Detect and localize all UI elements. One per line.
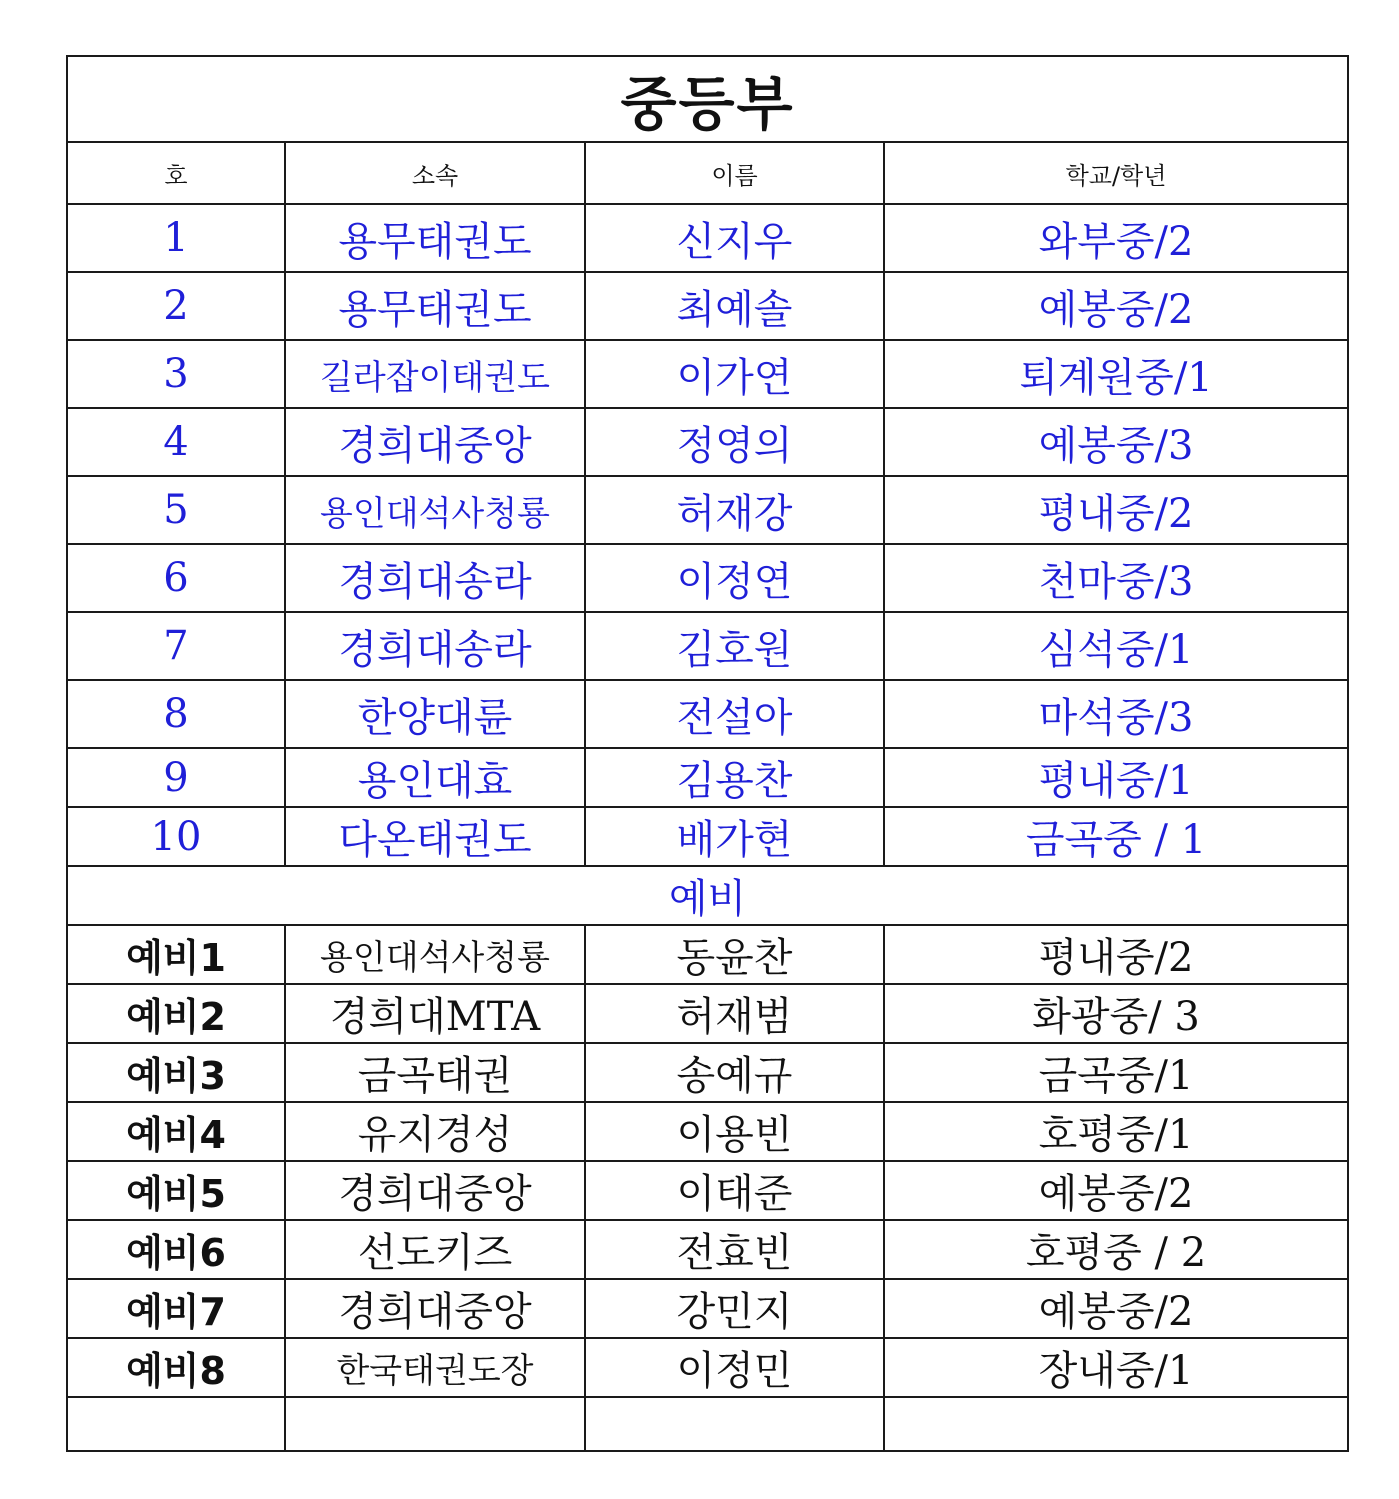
entry-club: 용무태권도 <box>285 204 585 272</box>
entry-row <box>67 408 1348 476</box>
entry-club: 용무태권도 <box>285 272 585 340</box>
entry-school: 천마중/3 <box>884 544 1348 612</box>
reserve-number: 예비5 <box>67 1161 285 1220</box>
reserve-number: 예비6 <box>67 1220 285 1279</box>
reserve-club: 경희대중앙 <box>285 1161 585 1220</box>
entry-club: 경희대송라 <box>285 612 585 680</box>
empty-cell <box>884 1397 1348 1451</box>
entry-row <box>67 807 1348 866</box>
entry-row <box>67 272 1348 340</box>
reserve-club: 선도키즈 <box>285 1220 585 1279</box>
header-school: 학교/학년 <box>884 142 1348 204</box>
reserve-name: 송예규 <box>585 1043 884 1102</box>
reserve-number: 예비2 <box>67 984 285 1043</box>
empty-cell <box>585 1397 884 1451</box>
reserve-number: 예비7 <box>67 1279 285 1338</box>
entry-name: 신지우 <box>585 204 884 272</box>
reserve-school: 화광중/ 3 <box>884 984 1348 1043</box>
reserve-row <box>67 1279 1348 1338</box>
entry-row <box>67 544 1348 612</box>
empty-cell <box>285 1397 585 1451</box>
entry-club: 경희대송라 <box>285 544 585 612</box>
entry-school: 예봉중/2 <box>884 272 1348 340</box>
entry-row <box>67 476 1348 544</box>
reserve-name: 이용빈 <box>585 1102 884 1161</box>
reserve-row <box>67 1102 1348 1161</box>
entry-club: 길라잡이태권도 <box>285 340 585 408</box>
reserve-school: 평내중/2 <box>884 925 1348 984</box>
reserve-name: 이정민 <box>585 1338 884 1397</box>
entry-club: 용인대석사청룡 <box>285 476 585 544</box>
entry-number: 2 <box>67 272 285 340</box>
reserve-name: 강민지 <box>585 1279 884 1338</box>
reserve-school: 호평중 / 2 <box>884 1220 1348 1279</box>
reserve-row <box>67 1161 1348 1220</box>
reserve-section-title: 예비 <box>67 866 1348 925</box>
header-number: 호 <box>67 142 285 204</box>
entry-school: 마석중/3 <box>884 680 1348 748</box>
title-row <box>67 56 1348 142</box>
header-name: 이름 <box>585 142 884 204</box>
entry-name: 배가현 <box>585 807 884 866</box>
entry-number: 7 <box>67 612 285 680</box>
entry-club: 한양대륜 <box>285 680 585 748</box>
reserve-name: 허재범 <box>585 984 884 1043</box>
reserve-school: 금곡중/1 <box>884 1043 1348 1102</box>
reserve-club: 용인대석사청룡 <box>285 925 585 984</box>
reserve-number: 예비1 <box>67 925 285 984</box>
reserve-section-row <box>67 866 1348 925</box>
reserve-row <box>67 1338 1348 1397</box>
entry-name: 김호원 <box>585 612 884 680</box>
entry-name: 김용찬 <box>585 748 884 807</box>
roster-table <box>66 55 1349 1452</box>
entry-row <box>67 204 1348 272</box>
reserve-row <box>67 984 1348 1043</box>
entry-number: 5 <box>67 476 285 544</box>
entry-school: 금곡중 / 1 <box>884 807 1348 866</box>
entry-number: 10 <box>67 807 285 866</box>
reserve-club: 유지경성 <box>285 1102 585 1161</box>
entry-school: 평내중/2 <box>884 476 1348 544</box>
reserve-name: 이태준 <box>585 1161 884 1220</box>
page-title: 중등부 <box>67 56 1348 142</box>
header-club: 소속 <box>285 142 585 204</box>
reserve-number: 예비4 <box>67 1102 285 1161</box>
reserve-school: 장내중/1 <box>884 1338 1348 1397</box>
reserve-row <box>67 1043 1348 1102</box>
reserve-number: 예비8 <box>67 1338 285 1397</box>
reserve-row <box>67 925 1348 984</box>
entry-club: 다온태권도 <box>285 807 585 866</box>
entry-school: 퇴계원중/1 <box>884 340 1348 408</box>
entry-row <box>67 748 1348 807</box>
entry-number: 9 <box>67 748 285 807</box>
entry-number: 1 <box>67 204 285 272</box>
entry-name: 최예솔 <box>585 272 884 340</box>
entry-number: 3 <box>67 340 285 408</box>
entry-name: 이정연 <box>585 544 884 612</box>
entry-row <box>67 340 1348 408</box>
entry-row <box>67 612 1348 680</box>
reserve-club: 경희대중앙 <box>285 1279 585 1338</box>
entry-school: 심석중/1 <box>884 612 1348 680</box>
reserve-school: 예봉중/2 <box>884 1279 1348 1338</box>
empty-row <box>67 1397 1348 1451</box>
empty-cell <box>67 1397 285 1451</box>
header-row <box>67 142 1348 204</box>
entry-club: 용인대효 <box>285 748 585 807</box>
entry-school: 예봉중/3 <box>884 408 1348 476</box>
entry-club: 경희대중앙 <box>285 408 585 476</box>
entry-row <box>67 680 1348 748</box>
reserve-name: 전효빈 <box>585 1220 884 1279</box>
reserve-name: 동윤찬 <box>585 925 884 984</box>
reserve-club: 금곡태권 <box>285 1043 585 1102</box>
entry-name: 이가연 <box>585 340 884 408</box>
entry-school: 평내중/1 <box>884 748 1348 807</box>
entry-number: 6 <box>67 544 285 612</box>
entry-number: 4 <box>67 408 285 476</box>
entry-name: 전설아 <box>585 680 884 748</box>
reserve-number: 예비3 <box>67 1043 285 1102</box>
reserve-club: 한국태권도장 <box>285 1338 585 1397</box>
entry-name: 정영의 <box>585 408 884 476</box>
entry-number: 8 <box>67 680 285 748</box>
entry-name: 허재강 <box>585 476 884 544</box>
reserve-row <box>67 1220 1348 1279</box>
reserve-club: 경희대MTA <box>285 984 585 1043</box>
entry-school: 와부중/2 <box>884 204 1348 272</box>
reserve-school: 호평중/1 <box>884 1102 1348 1161</box>
reserve-school: 예봉중/2 <box>884 1161 1348 1220</box>
